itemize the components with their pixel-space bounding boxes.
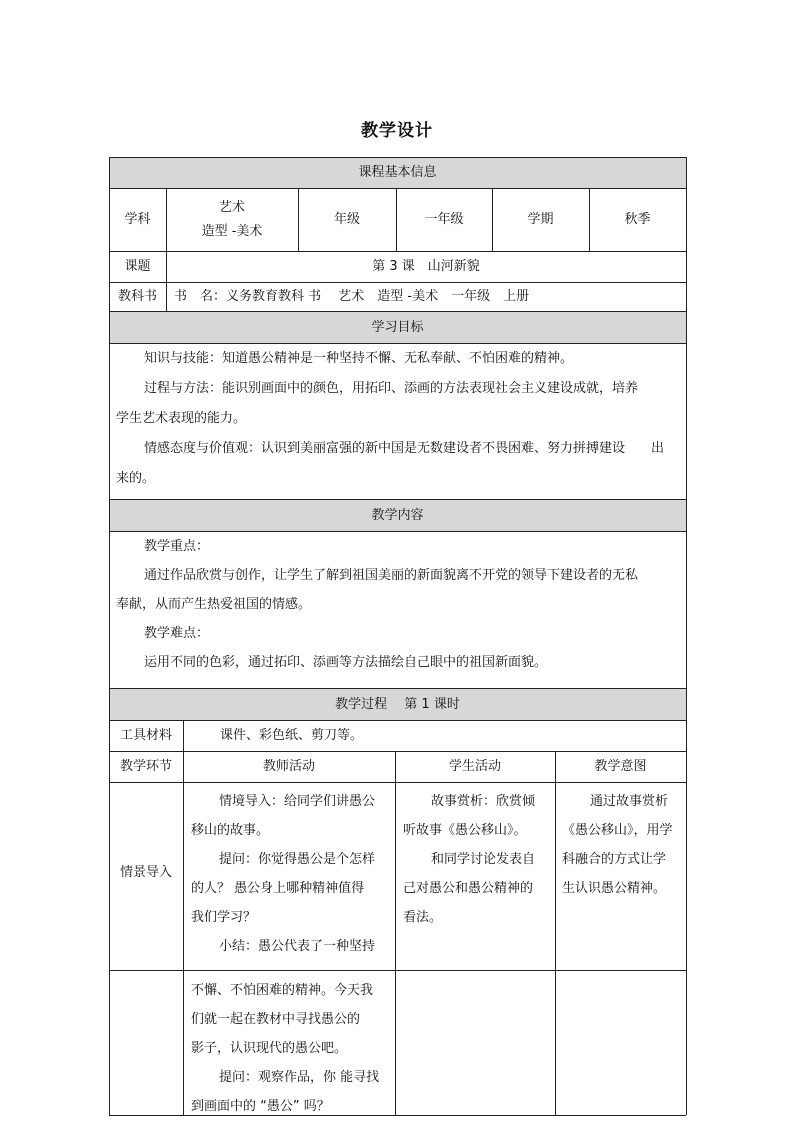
teacher-line: 移山的故事。 — [191, 823, 270, 838]
student-line: 和同学讨论发表自 — [431, 852, 536, 867]
teacher-line: 的人？ 愚公身上哪种精神值得 — [191, 881, 365, 896]
document-title: 教学设计 — [361, 121, 433, 141]
table-rule — [686, 157, 687, 1115]
teacher-line: 们就一起在教材中寻找愚公的 — [191, 1012, 361, 1027]
term-value: 秋季 — [624, 212, 651, 227]
materials-label: 工具材料 — [119, 728, 172, 743]
term-label: 学期 — [527, 212, 554, 227]
header-intent: 教学意图 — [594, 759, 647, 774]
objective-knowledge: 知识与技能：知道愚公精神是一种坚持不懈、无私奉献、不怕困难的精神。 — [144, 351, 574, 366]
key-point-label: 教学重点： — [144, 539, 210, 554]
teacher-line: 我们学习？ — [191, 910, 257, 925]
student-activity — [403, 787, 553, 932]
textbook-value: 书 名：义务教育教科 书 艺术 造型 -美术 一年级 上册 — [174, 289, 530, 304]
subject-value-line: 艺术 — [218, 200, 245, 215]
subject-label: 学科 — [124, 212, 151, 227]
student-line: 看法。 — [403, 910, 443, 925]
intent-line: 《愚公移山》，用学 — [562, 823, 673, 838]
grade-value: 一年级 — [424, 212, 464, 227]
teacher-line: 到画面中的 “愚公” 吗？ — [191, 1099, 330, 1114]
intent-line: 生认识愚公精神。 — [562, 881, 667, 896]
section-header-content: 教学内容 — [371, 507, 424, 523]
teacher-line: 提问：观察作品，你 能寻找 — [219, 1070, 380, 1085]
subject-value — [166, 188, 298, 251]
materials-value: 课件、彩色纸、剪刀等。 — [220, 728, 364, 743]
content-body — [116, 537, 680, 673]
section-header-basic-info: 课程基本信息 — [358, 165, 437, 180]
objective-emotion: 情感态度与价值观：认识到美丽富强的新中国是无数建设者不畏困难、努力拼搏建设 出 — [144, 441, 665, 456]
table-rule — [109, 970, 686, 971]
textbook-label: 教科书 — [117, 289, 157, 304]
table-rule — [109, 343, 686, 344]
objective-emotion-cont: 来的。 — [116, 471, 156, 486]
table-rule — [109, 782, 686, 783]
section-header-process: 教学过程 第 1 课时 — [335, 696, 460, 712]
teacher-activity-continued — [191, 976, 391, 1121]
section-header-objectives: 学习目标 — [371, 319, 424, 335]
grade-label: 年级 — [333, 212, 360, 227]
teacher-line: 提问：你觉得愚公是个怎样 — [219, 852, 376, 867]
header-stage: 教学环节 — [119, 759, 172, 774]
table-rule — [395, 751, 396, 1115]
objectives-body — [116, 349, 680, 489]
teacher-activity — [191, 787, 391, 961]
key-point-text-cont: 奉献，从而产生热爱祖国的情感。 — [116, 597, 312, 612]
subject-value-line: 造型 -美术 — [201, 224, 263, 239]
difficulty-text: 运用不同的色彩，通过拓印、添画等方法描绘自己眼中的祖国新面貌。 — [144, 655, 548, 670]
teaching-intent — [562, 787, 684, 903]
intent-line: 科融合的方式让学 — [562, 852, 667, 867]
objective-process-cont: 学生艺术表现的能力。 — [116, 411, 247, 426]
header-teacher: 教师活动 — [262, 759, 315, 774]
objective-process: 过程与方法：能识别画面中的颜色，用拓印、添画的方法表现社会主义建设成就，培养 — [144, 381, 639, 396]
stage-name: 情景导入 — [119, 864, 172, 880]
key-point-text: 通过作品欣赏与创作，让学生了解到祖国美丽的新面貌离不开党的领导下建设者的无私 — [144, 568, 639, 583]
topic-label: 课题 — [124, 259, 151, 274]
header-student: 学生活动 — [448, 759, 501, 774]
difficulty-label: 教学难点： — [144, 626, 210, 641]
teacher-line: 小结：愚公代表了一种坚持 — [219, 939, 376, 954]
student-line: 故事赏析：欣赏倾 — [431, 794, 536, 809]
student-line: 己对愚公和愚公精神的 — [403, 881, 534, 896]
teacher-line: 情境导入：给同学们讲愚公 — [219, 794, 376, 809]
intent-line: 通过故事赏析 — [590, 794, 669, 809]
table-rule — [555, 751, 556, 1115]
student-line: 听故事《愚公移山》。 — [403, 823, 527, 838]
table-rule — [109, 531, 686, 532]
topic-value: 第 3 课 山河新貌 — [372, 259, 480, 274]
teacher-line: 影子，认识现代的愚公吧。 — [191, 1041, 348, 1056]
teacher-line: 不懈、不怕困难的精神。今天我 — [191, 983, 374, 998]
